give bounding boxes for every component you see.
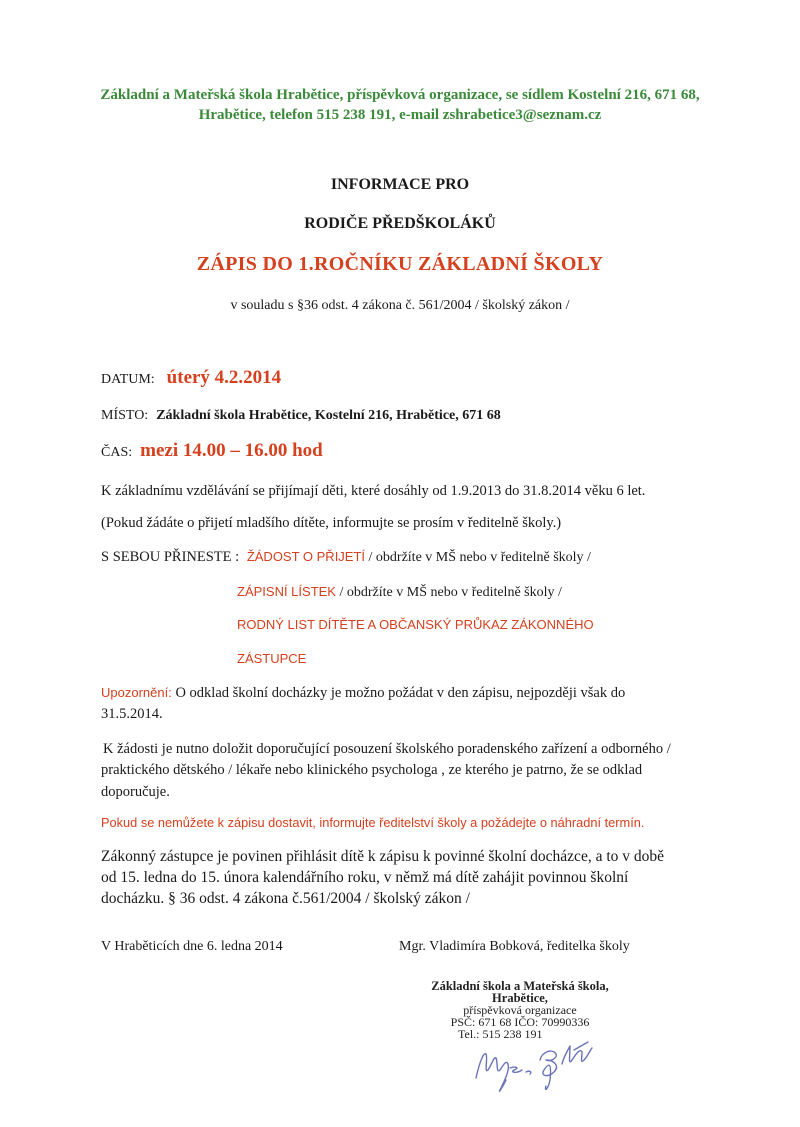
stamp-line-1: Základní škola a Mateřská škola, [431, 979, 609, 993]
datum-value: úterý 4.2.2014 [166, 367, 282, 388]
cas-value: mezi 14.00 – 16.00 hod [140, 440, 323, 461]
bring-item-3-line-1: RODNÝ LIST DÍTĚTE A OBČANSKÝ PRŮKAZ ZÁKONNÉHO [237, 617, 594, 632]
title-informace: INFORMACE PRO [330, 176, 470, 193]
request-line-2: praktického dětského / lékaře nebo klinického psychologa , ze kterého je patrno, že se odklad [101, 762, 643, 778]
notice-line-2: 31.5.2014. [101, 706, 163, 722]
duty-line-1: Zákonný zástupce je povinen přihlásit dítě k zápisu k povinné školní docházce, a to v době [101, 848, 665, 865]
header-line-2: Hrabětice, telefon 515 238 191, e-mail zshrabetice3@seznam.cz [198, 107, 602, 123]
cas-label: ČAS: [101, 445, 133, 460]
header-line-1: Základní a Mateřská škola Hrabětice, příspěvková organizace, se sídlem Kostelní 216, 671 68, [100, 87, 700, 103]
misto-label: MÍSTO: [101, 408, 149, 423]
bring-label: S SEBOU PŘINESTE : [101, 549, 240, 565]
bring-item-2 [237, 583, 562, 601]
notice-label: Upozornění: [101, 685, 172, 700]
eligibility-text: K základnímu vzdělávání se přijímají děti, které dosáhly od 1.9.2013 do 31.8.2014 věku 6 let. [101, 483, 646, 499]
law-reference: v souladu s §36 odst. 4 zákona č. 561/2004 / školský zákon / [230, 298, 570, 313]
datum-row [101, 367, 281, 389]
cas-row [101, 440, 323, 462]
misto-value: Základní škola Hrabětice, Kostelní 216, Hrabětice, 671 68 [156, 408, 501, 423]
stamp-line-3: příspěvková organizace [463, 1003, 577, 1017]
misto-row [101, 406, 501, 424]
bring-item-2-note: / obdržíte v MŠ nebo v ředitelně školy / [335, 585, 562, 600]
bring-item-3-line-2: ZÁSTUPCE [237, 651, 307, 666]
bring-item-2-title: ZÁPISNÍ LÍSTEK [237, 584, 336, 599]
place-and-date: V Hraběticích dne 6. ledna 2014 [101, 939, 283, 954]
bring-item-1 [101, 549, 591, 566]
request-line-3: doporučuje. [101, 784, 170, 800]
signatory: Mgr. Vladimíra Bobková, ředitelka školy [399, 939, 630, 954]
datum-label: DATUM: [101, 372, 155, 387]
substitute-date-note: Pokud se nemůžete k zápisu dostavit, informujte ředitelství školy a požádejte o náhradní termín. [101, 815, 645, 830]
bring-item-1-title: ŽÁDOST O PŘIJETÍ [246, 549, 366, 564]
stamp-line-4: PSČ: 671 68 IČO: 70990336 [450, 1015, 590, 1029]
stamp-line-5: Tel.: 515 238 191 [458, 1027, 543, 1041]
notice-text: O odklad školní docházky je možno požádat v den zápisu, nejpozději však do [171, 685, 626, 701]
duty-line-2: od 15. ledna do 15. února kalendářního roku, v němž má dítě zahájit povinnou školní [101, 869, 629, 886]
stamp-line-2: Hrabětice, [492, 991, 548, 1005]
bring-item-1-note: / obdržíte v MŠ nebo v ředitelně školy / [365, 550, 591, 565]
title-rodice: RODIČE PŘEDŠKOLÁKŮ [304, 215, 496, 232]
title-zapis: ZÁPIS DO 1.ROČNÍKU ZÁKLADNÍ ŠKOLY [196, 253, 604, 275]
notice-line-1 [101, 684, 625, 702]
duty-line-3: docházku. § 36 odst. 4 zákona č.561/2004 / školský zákon / [101, 890, 470, 907]
request-line-1: K žádosti je nutno doložit doporučující posouzení školského poradenského zařízení a odborného / [103, 741, 671, 757]
handwritten-signature [470, 1030, 610, 1100]
younger-child-note: (Pokud žádáte o přijetí mladšího dítěte, informujte se prosím v ředitelně školy.) [101, 515, 562, 531]
